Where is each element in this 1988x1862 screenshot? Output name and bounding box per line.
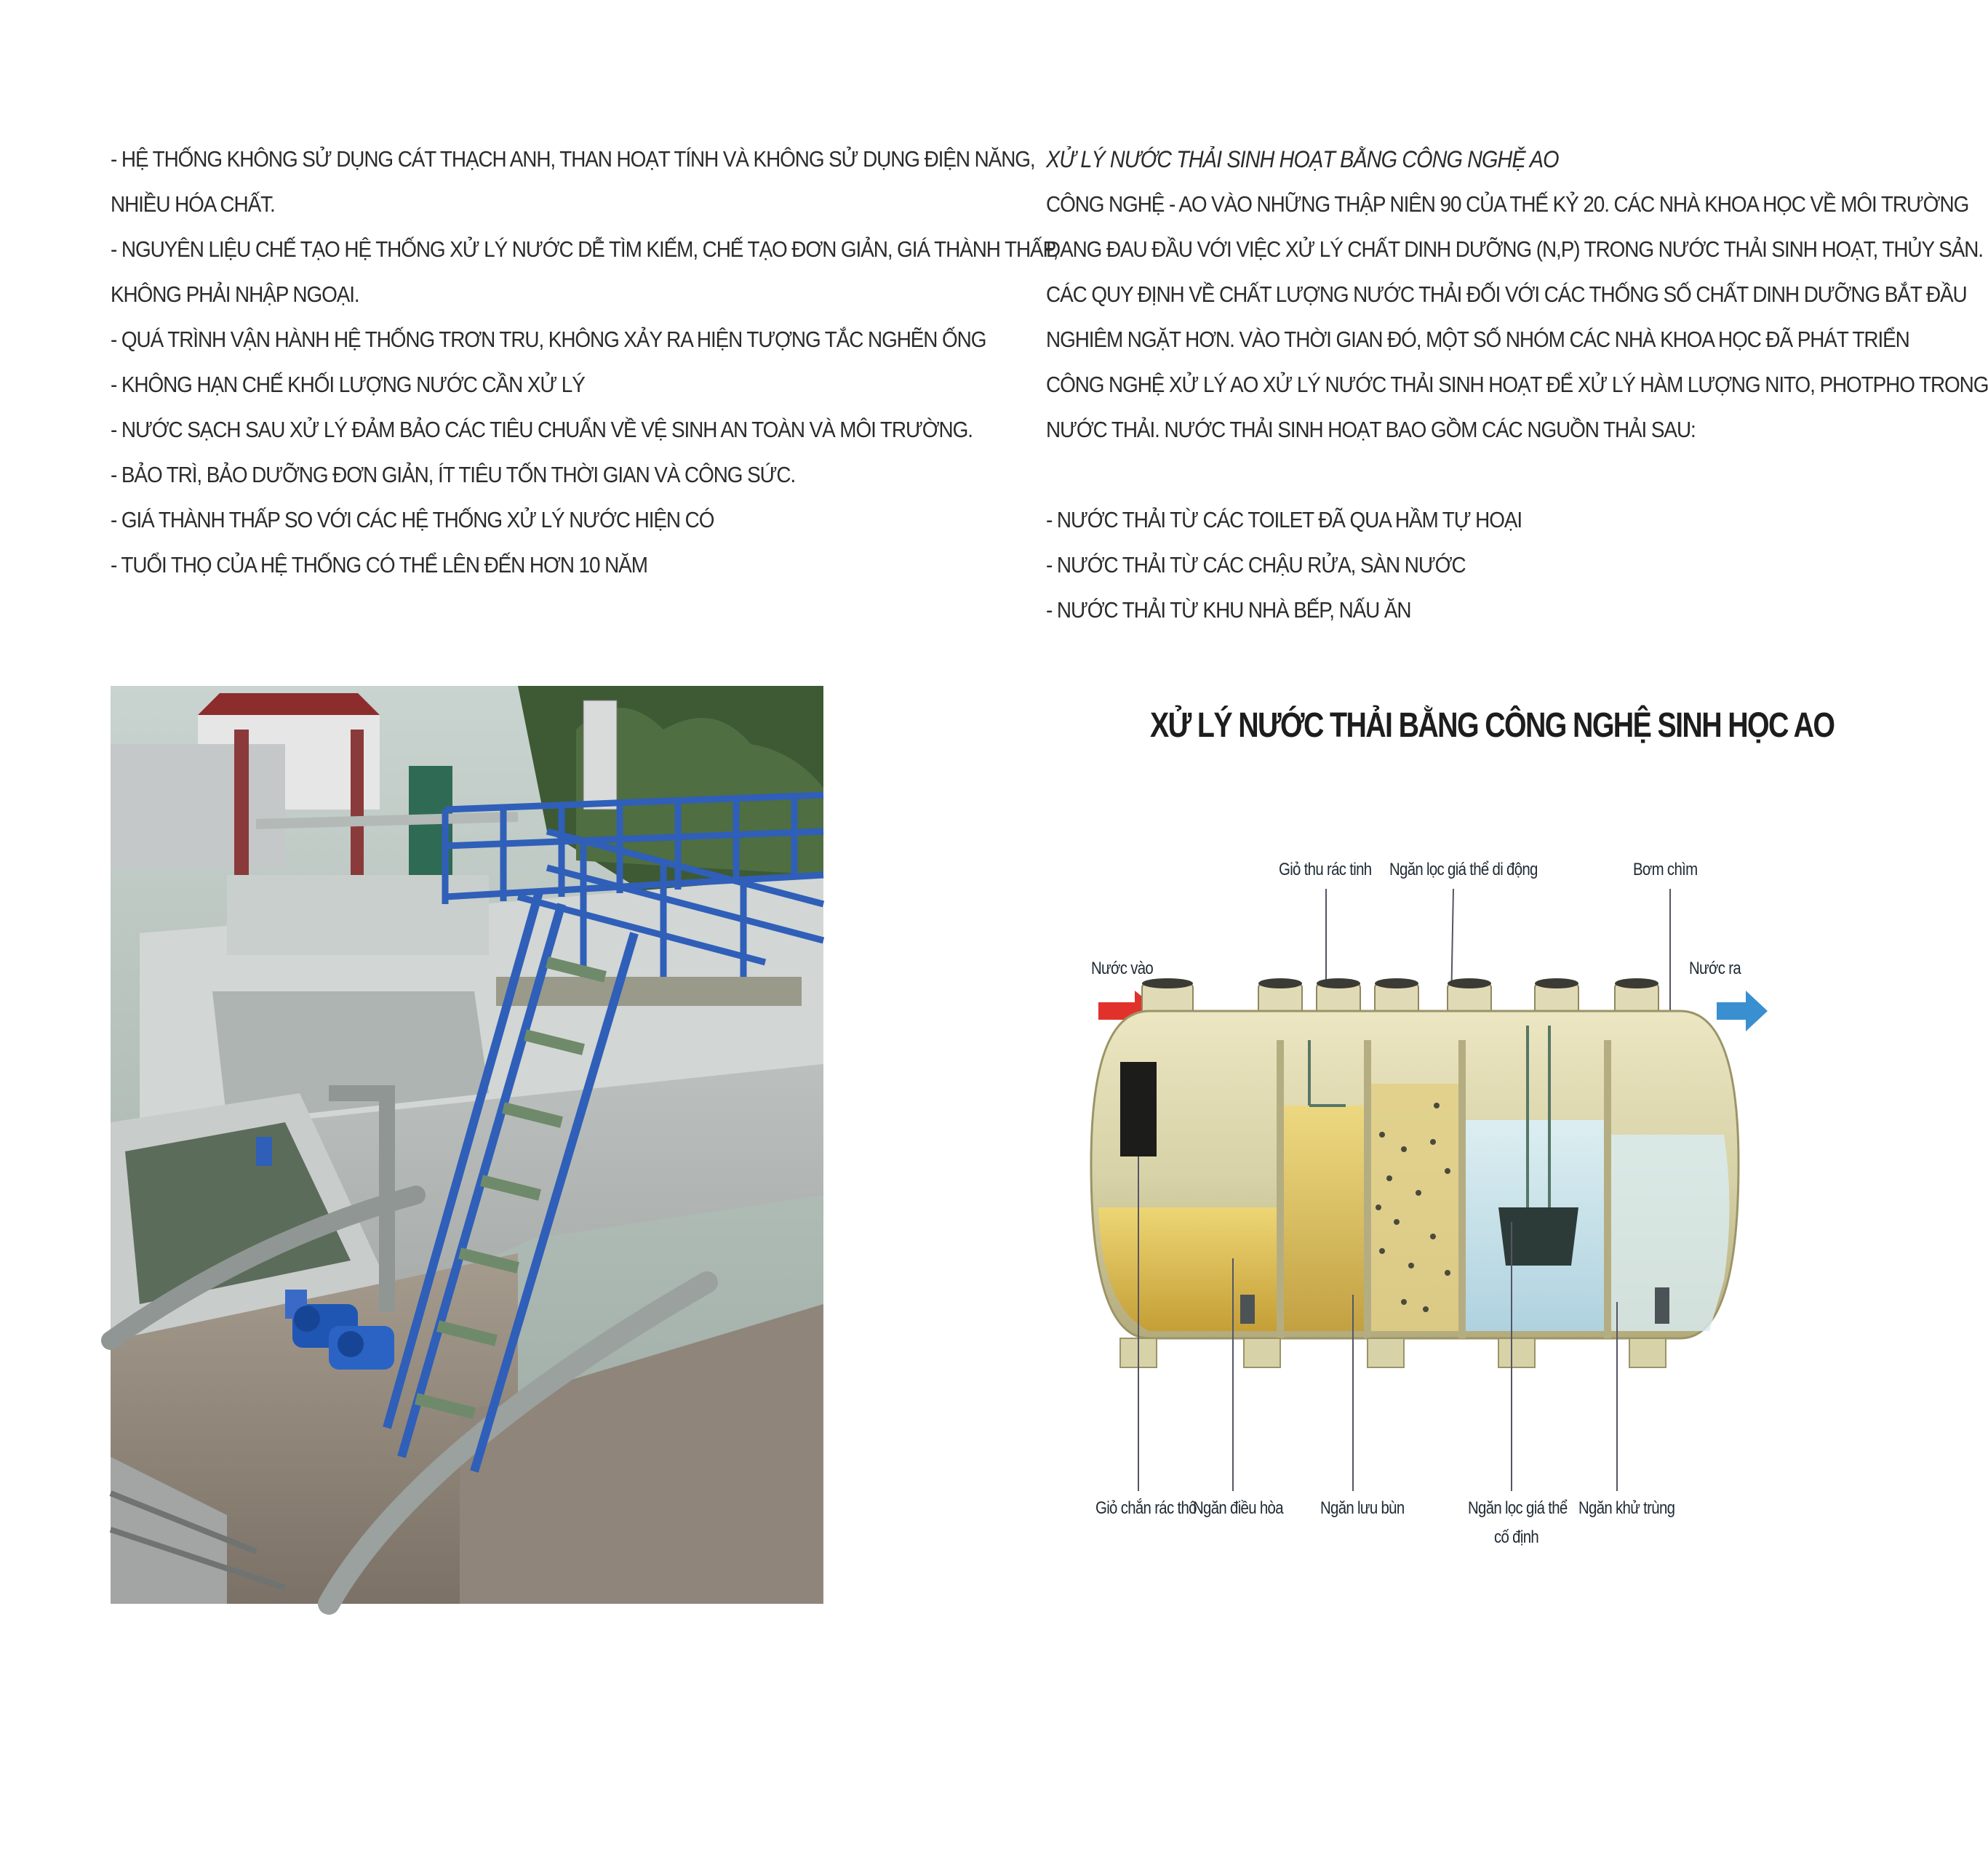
building-left — [111, 744, 285, 868]
left-line: - NƯỚC SẠCH SAU XỬ LÝ ĐẢM BẢO CÁC TIÊU CHUẨN VỀ VỆ SINH AN TOÀN VÀ MÔI TRƯỜNG. — [111, 417, 973, 442]
left-line: - TUỔI THỌ CỦA HỆ THỐNG CÓ THỂ LÊN ĐẾN HƠN 10 NĂM — [111, 552, 647, 578]
section-heading: XỬ LÝ NƯỚC THẢI SINH HOẠT BẰNG CÔNG NGHỆ AO — [1046, 146, 1559, 172]
pump-equalization — [1240, 1295, 1255, 1324]
label-inlet: Nước vào — [1091, 959, 1154, 978]
left-line: - QUÁ TRÌNH VẬN HÀNH HỆ THỐNG TRƠN TRU, KHÔNG XẢY RA HIỆN TƯỢNG TẮC NGHẼN ỐNG — [111, 327, 986, 352]
paragraph-line: NƯỚC THẢI. NƯỚC THẢI SINH HOẠT BAO GỒM CÁC NGUỒN THẢI SAU: — [1046, 417, 1696, 442]
left-line: - BẢO TRÌ, BẢO DƯỠNG ĐƠN GIẢN, ÍT TIÊU TỐN THỜI GIAN VÀ CÔNG SỨC. — [111, 462, 796, 487]
paragraph-line: CÔNG NGHỆ XỬ LÝ AO XỬ LÝ NƯỚC THẢI SINH HOẠT ĐỂ XỬ LÝ HÀM LƯỢNG NITO, PHOTPHO TRONG — [1046, 372, 1988, 397]
tank-rim — [227, 875, 489, 955]
gray-pipe — [256, 817, 518, 824]
left-line: - GIÁ THÀNH THẤP SO VỚI CÁC HỆ THỐNG XỬ LÝ NƯỚC HIỆN CÓ — [111, 507, 714, 532]
label-sludge: Ngăn lưu bùn — [1320, 1498, 1405, 1518]
left-text-column — [111, 137, 1058, 588]
right-text-column — [1046, 137, 1988, 633]
roof-edge — [198, 693, 380, 715]
moving-media-water — [1368, 1084, 1462, 1331]
plant-illustration — [111, 686, 823, 1604]
label-disinfection: Ngăn khử trùng — [1578, 1498, 1675, 1518]
coarse-screen-basket — [1120, 1062, 1157, 1156]
label-fixed-media: Ngăn lọc giá thể — [1468, 1498, 1568, 1518]
label-fixed-media-line2: cố định — [1494, 1527, 1539, 1547]
paragraph-line: CÔNG NGHỆ - AO VÀO NHỮNG THẬP NIÊN 90 CỦA THẾ KỶ 20. CÁC NHÀ KHOA HỌC VỀ MÔI TRƯỜNG — [1046, 191, 1969, 217]
treatment-plant-photo — [111, 686, 823, 1604]
source-item: - NƯỚC THẢI TỪ CÁC TOILET ĐÃ QUA HẦM TỰ HOẠI — [1046, 507, 1522, 532]
electrical-cabinet — [583, 700, 617, 810]
diagram-title: XỬ LÝ NƯỚC THẢI BẰNG CÔNG NGHỆ SINH HỌC AO — [1150, 706, 1835, 745]
tank-illustration — [1069, 698, 1835, 1629]
ao-process-diagram — [1069, 698, 1835, 1629]
source-item: - NƯỚC THẢI TỪ CÁC CHẬU RỬA, SÀN NƯỚC — [1046, 552, 1466, 578]
left-line: - KHÔNG HẠN CHẾ KHỐI LƯỢNG NƯỚC CẦN XỬ LÝ — [111, 372, 585, 397]
label-pump: Bơm chìm — [1633, 860, 1698, 879]
paragraph-line: CÁC QUY ĐỊNH VỀ CHẤT LƯỢNG NƯỚC THẢI ĐỐI VỚI CÁC THỐNG SỐ CHẤT DINH DƯỠNG BẮT ĐẦU — [1046, 281, 1967, 307]
tank-supports — [1120, 1338, 1666, 1367]
sludge-water — [1280, 1106, 1368, 1331]
submersible-pump — [1655, 1287, 1669, 1324]
source-item: - NƯỚC THẢI TỪ KHU NHÀ BẾP, NẤU ĂN — [1046, 597, 1411, 623]
left-line: KHÔNG PHẢI NHẬP NGOẠI. — [111, 281, 359, 307]
left-line: - HỆ THỐNG KHÔNG SỬ DỤNG CÁT THẠCH ANH, THAN HOẠT TÍNH VÀ KHÔNG SỬ DỤNG ĐIỆN NĂNG, — [111, 146, 1035, 172]
left-line: NHIỀU HÓA CHẤT. — [111, 191, 275, 217]
paragraph-line: ĐANG ĐAU ĐẦU VỚI VIỆC XỬ LÝ CHẤT DINH DƯỠNG (N,P) TRONG NƯỚC THẢI SINH HOẠT, THỦY SẢN. — [1046, 236, 1983, 262]
spacer — [1046, 452, 1773, 498]
outlet-arrow — [1717, 991, 1768, 1031]
manhole-lids — [1142, 978, 1658, 988]
label-outlet: Nước ra — [1689, 959, 1741, 978]
blue-sign — [256, 1137, 272, 1166]
label-equalization: Ngăn điều hòa — [1193, 1498, 1283, 1518]
left-line: - NGUYÊN LIỆU CHẾ TẠO HỆ THỐNG XỬ LÝ NƯỚC DỄ TÌM KIẾM, CHẾ TẠO ĐƠN GIẢN, GIÁ THÀNH THẤP, — [111, 236, 1058, 262]
label-coarse-screen: Giỏ chắn rác thô — [1095, 1498, 1197, 1518]
paragraph-line: NGHIÊM NGẶT HƠN. VÀO THỜI GIAN ĐÓ, MỘT SỐ NHÓM CÁC NHÀ KHOA HỌC ĐÃ PHÁT TRIỂN — [1046, 327, 1909, 352]
label-moving-media: Ngăn lọc giá thể di động — [1389, 860, 1538, 879]
fixed-media-cluster — [1498, 1207, 1578, 1266]
label-fine-screen: Giỏ thu rác tinh — [1279, 860, 1372, 879]
